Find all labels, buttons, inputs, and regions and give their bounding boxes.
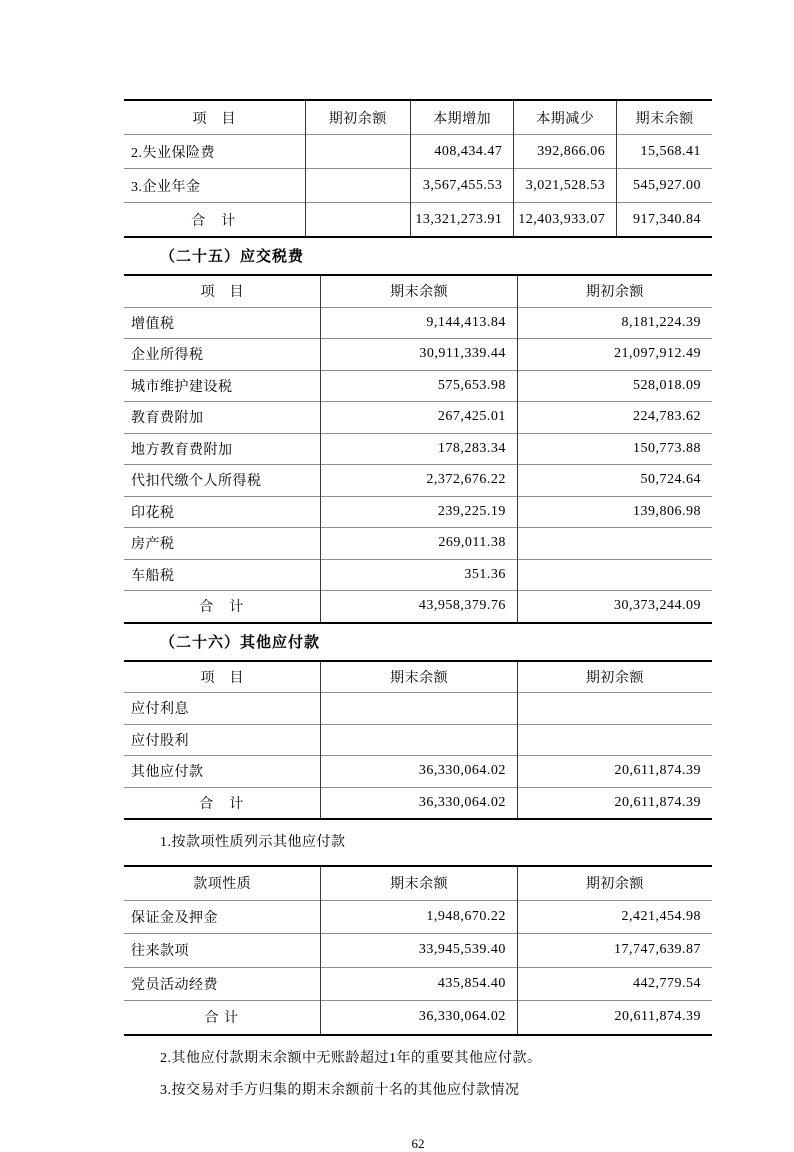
- cell-value: 30,911,339.44: [321, 339, 517, 371]
- cell-value: 3,021,528.53: [514, 169, 617, 203]
- cell-value: [321, 724, 517, 756]
- row-label: 应付利息: [124, 693, 321, 725]
- row-label: 合 计: [124, 1001, 321, 1035]
- table-row: [124, 203, 712, 238]
- table-row: [124, 900, 712, 934]
- row-label: 增值税: [124, 307, 321, 339]
- cell-value: 269,011.38: [321, 528, 517, 560]
- table-row: [124, 370, 712, 402]
- cell-value: 178,283.34: [321, 433, 517, 465]
- row-label: 应付股利: [124, 724, 321, 756]
- section-25-title: （二十五）应交税费: [160, 249, 305, 265]
- column-header: 项 目: [200, 670, 244, 686]
- cell-value: [321, 693, 517, 725]
- taxes-payable-table: [124, 274, 712, 624]
- row-label: 保证金及押金: [124, 900, 321, 934]
- cell-value: 575,653.98: [321, 370, 517, 402]
- row-label: 城市维护建设税: [124, 370, 321, 402]
- table-row: [124, 135, 712, 169]
- header-row: [124, 661, 712, 693]
- column-header: 期末余额: [321, 866, 517, 900]
- table-row: [124, 559, 712, 591]
- table-row: [124, 465, 712, 497]
- column-header: 本期减少: [514, 100, 617, 135]
- cell-value: 50,724.64: [517, 465, 712, 497]
- cell-value: 8,181,224.39: [517, 307, 712, 339]
- cell-value: 528,018.09: [517, 370, 712, 402]
- section-26-title: （二十六）其他应付款: [160, 634, 321, 651]
- cell-value: [517, 528, 712, 560]
- table-row: [124, 756, 712, 788]
- note-3: 3.按交易对手方归集的期末余额前十名的其他应付款情况: [160, 1082, 520, 1098]
- cell-value: 139,806.98: [517, 496, 712, 528]
- column-header: 期末余额: [321, 275, 517, 307]
- table-row: [124, 967, 712, 1001]
- note-2: 2.其他应付款期末余额中无账龄超过1年的重要其他应付款。: [160, 1050, 542, 1066]
- row-label: 合 计: [124, 591, 321, 623]
- cell-value: 435,854.40: [321, 967, 517, 1001]
- document-page: [124, 0, 712, 1152]
- other-payables-table: [124, 660, 712, 821]
- cell-value: 2,421,454.98: [517, 900, 712, 934]
- cell-value: 545,927.00: [617, 169, 712, 203]
- row-label: 往来款项: [124, 934, 321, 968]
- cell-value: 267,425.01: [321, 402, 517, 434]
- table-row: [124, 528, 712, 560]
- cell-value: 36,330,064.02: [321, 756, 517, 788]
- table-row: [124, 496, 712, 528]
- row-label: 代扣代缴个人所得税: [124, 465, 321, 497]
- cell-value: 442,779.54: [517, 967, 712, 1001]
- cell-value: 1,948,670.22: [321, 900, 517, 934]
- column-header: 期初余额: [517, 275, 712, 307]
- cell-value: 239,225.19: [321, 496, 517, 528]
- row-label: 车船税: [124, 559, 321, 591]
- column-header: 本期增加: [410, 100, 513, 135]
- cell-value: 150,773.88: [517, 433, 712, 465]
- cell-value: [305, 135, 410, 169]
- cell-value: 3,567,455.53: [410, 169, 513, 203]
- header-row: [124, 100, 712, 135]
- row-label: 合 计: [124, 203, 305, 238]
- row-label: 3.企业年金: [124, 169, 305, 203]
- table-row: [124, 724, 712, 756]
- cell-value: [305, 169, 410, 203]
- cell-value: [517, 559, 712, 591]
- cell-value: 917,340.84: [617, 203, 712, 238]
- row-label: 印花税: [124, 496, 321, 528]
- table-row: [124, 934, 712, 968]
- table-row: [124, 307, 712, 339]
- cell-value: [305, 203, 410, 238]
- row-label: 其他应付款: [124, 756, 321, 788]
- table-row: [124, 787, 712, 819]
- column-header: 期初余额: [517, 661, 712, 693]
- header-row: [124, 866, 712, 900]
- cell-value: 30,373,244.09: [517, 591, 712, 623]
- table-row: [124, 402, 712, 434]
- cell-value: 2,372,676.22: [321, 465, 517, 497]
- cell-value: 21,097,912.49: [517, 339, 712, 371]
- cell-value: 20,611,874.39: [517, 756, 712, 788]
- column-header: 期初余额: [305, 100, 410, 135]
- other-payables-by-nature-table: [124, 865, 712, 1036]
- cell-value: 20,611,874.39: [517, 787, 712, 819]
- cell-value: 17,747,639.87: [517, 934, 712, 968]
- column-header: 项 目: [192, 111, 237, 127]
- page-number: 62: [411, 1135, 425, 1151]
- column-header: 期初余额: [517, 866, 712, 900]
- header-row: [124, 275, 712, 307]
- column-header: 期末余额: [321, 661, 517, 693]
- row-label: 教育费附加: [124, 402, 321, 434]
- cell-value: 9,144,413.84: [321, 307, 517, 339]
- note-1: 1.按款项性质列示其他应付款: [160, 835, 346, 850]
- column-header: 项 目: [200, 285, 244, 301]
- cell-value: 13,321,273.91: [410, 203, 513, 238]
- cell-value: 15,568.41: [617, 135, 712, 169]
- row-label: 党员活动经费: [124, 967, 321, 1001]
- table-row: [124, 169, 712, 203]
- cell-value: 408,434.47: [410, 135, 513, 169]
- column-header: 款项性质: [193, 877, 252, 893]
- cell-value: 36,330,064.02: [321, 1001, 517, 1035]
- cell-value: 43,958,379.76: [321, 591, 517, 623]
- cell-value: 392,866.06: [514, 135, 617, 169]
- table-row: [124, 591, 712, 623]
- cell-value: 36,330,064.02: [321, 787, 517, 819]
- table-row: [124, 693, 712, 725]
- column-header: 期末余额: [617, 100, 712, 135]
- cell-value: 12,403,933.07: [514, 203, 617, 238]
- row-label: 2.失业保险费: [124, 135, 305, 169]
- table-row: [124, 339, 712, 371]
- cell-value: 33,945,539.40: [321, 934, 517, 968]
- cell-value: [517, 693, 712, 725]
- row-label: 合 计: [124, 787, 321, 819]
- cell-value: [517, 724, 712, 756]
- row-label: 房产税: [124, 528, 321, 560]
- table-row: [124, 1001, 712, 1035]
- row-label: 企业所得税: [124, 339, 321, 371]
- cell-value: 224,783.62: [517, 402, 712, 434]
- social-insurance-table: [124, 99, 712, 238]
- row-label: 地方教育费附加: [124, 433, 321, 465]
- cell-value: 351.36: [321, 559, 517, 591]
- cell-value: 20,611,874.39: [517, 1001, 712, 1035]
- table-row: [124, 433, 712, 465]
